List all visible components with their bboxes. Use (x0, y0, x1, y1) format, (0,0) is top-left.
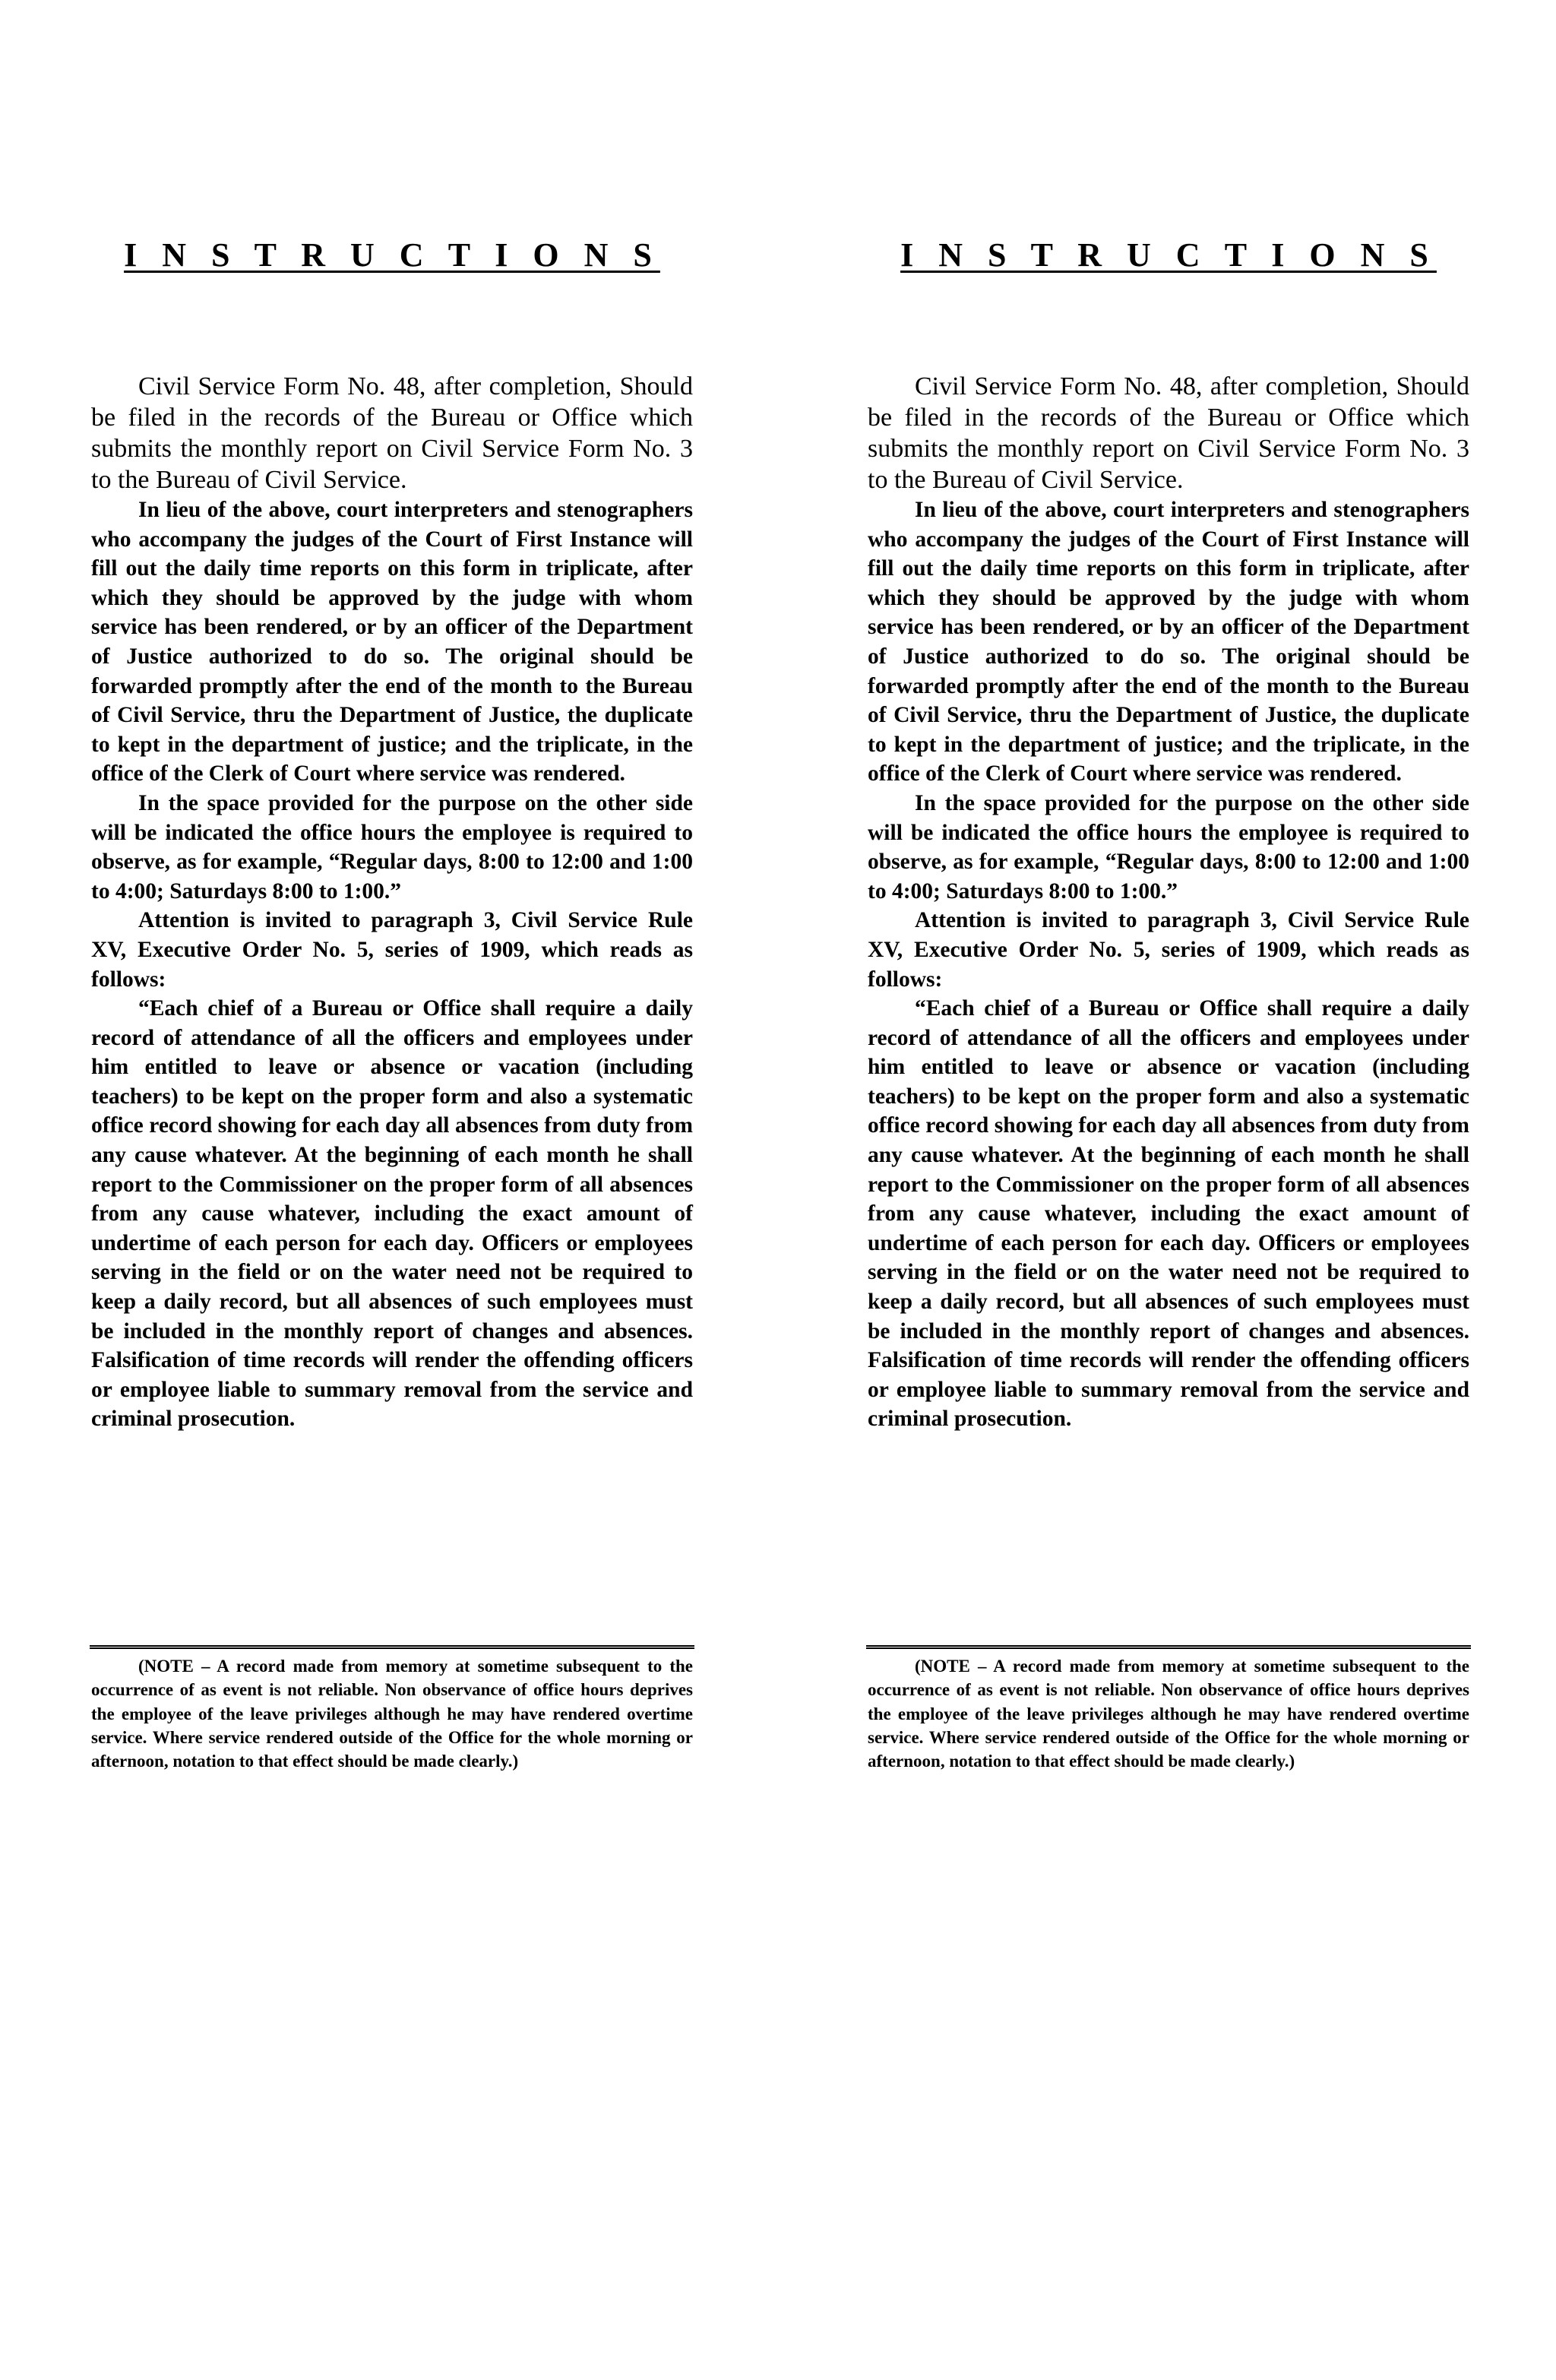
note-divider (90, 1645, 694, 1649)
paragraph-attention: Attention is invited to paragraph 3, Civil Service Rule XV, Executive Order No. 5, series of 1909, which reads as follows: (868, 908, 1469, 992)
paragraph-court-interpreters: In lieu of the above, court interpreters and stenographers who accompany the judges of the Court of First Instance will fill out the daily time reports on this form in triplicate, after which they should be approved by the judge with whom service has been rendered, or by an officer of the Department of Justice authorized to do so. The original should be forwarded promptly after the end of the month to the Bureau of Civil Service, thru the Department of Justice, the duplicate to kept in the department of justice; and the triplicate, in the office of the Clerk of Court where service was rendered. (868, 498, 1469, 786)
paragraph-office-hours: In the space provided for the purpose on the other side will be indicated the office hours the employee is required to observe, as for example, “Regular days, 8:00 to 12:00 and 1:00 to 4:00; Saturdays 8:00 to 1:00.” (91, 790, 693, 904)
note-text: (NOTE – A record made from memory at sometime subsequent to the occurrence of as event is not reliable. Non observance of office hours deprives the employee of the leave privileges although he may have rendered overtime service. Where service rendered outside of the Office for the whole morning or afternoon, notation to that effect should be made clearly.) (868, 1657, 1469, 1771)
paragraph-office-hours: In the space provided for the purpose on the other side will be indicated the office hours the employee is required to observe, as for example, “Regular days, 8:00 to 12:00 and 1:00 to 4:00; Saturdays 8:00 to 1:00.” (868, 790, 1469, 904)
instructions-body (868, 371, 1469, 1434)
note-divider (866, 1645, 1471, 1649)
instructions-body (91, 371, 693, 1434)
paragraph-filing: Civil Service Form No. 48, after completion, Should be filed in the records of the Bureau or Office which submits the monthly report on Civil Service Form No. 3 to the Bureau of Civil Service. (91, 372, 693, 494)
instructions-heading: I N S T R U C T I O N S (900, 236, 1437, 274)
paragraph-attention: Attention is invited to paragraph 3, Civil Service Rule XV, Executive Order No. 5, series of 1909, which reads as follows: (91, 908, 693, 992)
paragraph-court-interpreters: In lieu of the above, court interpreters and stenographers who accompany the judges of the Court of First Instance will fill out the daily time reports on this form in triplicate, after which they should be approved by the judge with whom service has been rendered, or by an officer of the Department of Justice authorized to do so. The original should be forwarded promptly after the end of the month to the Bureau of Civil Service, thru the Department of Justice, the duplicate to kept in the department of justice; and the triplicate, in the office of the Clerk of Court where service was rendered. (91, 498, 693, 786)
paragraph-filing: Civil Service Form No. 48, after completion, Should be filed in the records of the Bureau or Office which submits the monthly report on Civil Service Form No. 3 to the Bureau of Civil Service. (868, 372, 1469, 494)
note-text: (NOTE – A record made from memory at sometime subsequent to the occurrence of as event is not reliable. Non observance of office hours deprives the employee of the leave privileges although he may have rendered overtime service. Where service rendered outside of the Office for the whole morning or afternoon, notation to that effect should be made clearly.) (91, 1657, 693, 1771)
paragraph-rule-quote: “Each chief of a Bureau or Office shall require a daily record of attendance of all the officers and employees under him entitled to leave or absence or vacation (including teachers) to be kept on the proper form and also a systematic office record showing for each day all absences from duty from any cause whatever. At the beginning of each month he shall report to the Commissioner on the proper form of all absences from any cause whatever, including the exact amount of undertime of each person for each day. Officers or employees serving in the field or on the water need not be required to keep a daily record, but all absences of such employees must be included in the monthly report of changes and absences. Falsification of time records will render the offending officers or employee liable to summary removal from the service and criminal prosecution. (91, 996, 693, 1432)
instructions-heading: I N S T R U C T I O N S (124, 236, 660, 274)
paragraph-rule-quote: “Each chief of a Bureau or Office shall require a daily record of attendance of all the officers and employees under him entitled to leave or absence or vacation (including teachers) to be kept on the proper form and also a systematic office record showing for each day all absences from duty from any cause whatever. At the beginning of each month he shall report to the Commissioner on the proper form of all absences from any cause whatever, including the exact amount of undertime of each person for each day. Officers or employees serving in the field or on the water need not be required to keep a daily record, but all absences of such employees must be included in the monthly report of changes and absences. Falsification of time records will render the offending officers or employee liable to summary removal from the service and criminal prosecution. (868, 996, 1469, 1432)
